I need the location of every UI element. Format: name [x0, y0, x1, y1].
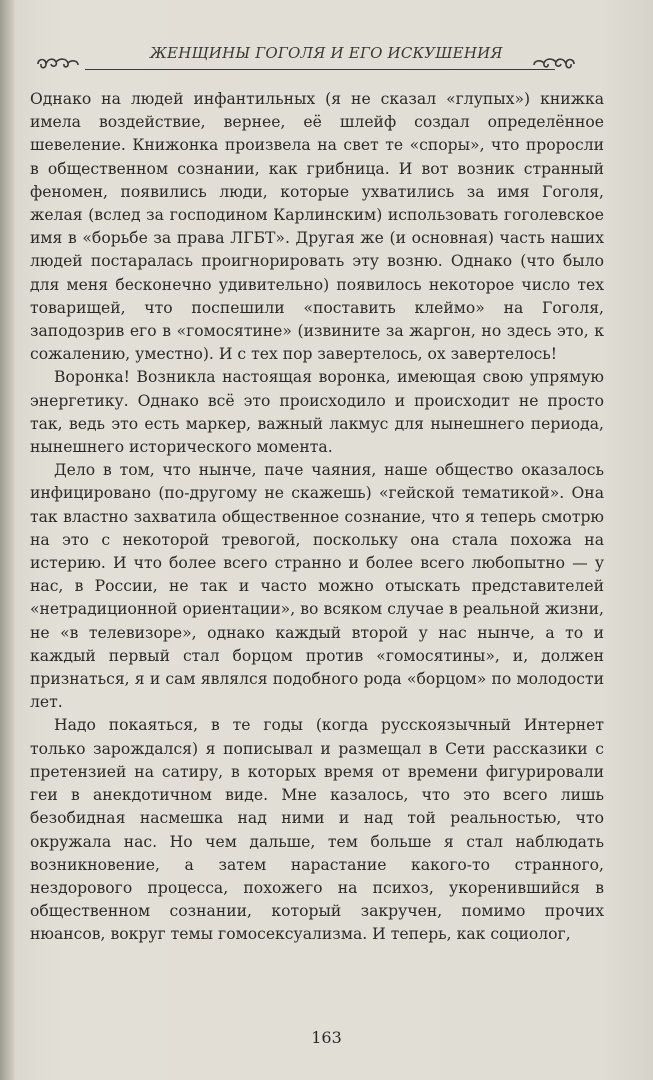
header-rule [85, 69, 555, 70]
body-text [30, 88, 604, 947]
page-number: 163 [311, 1028, 342, 1047]
running-header-title: ЖЕНЩИНЫ ГОГОЛЯ И ЕГО ИСКУШЕНИЯ [150, 44, 503, 62]
paragraph: Дело в том, что нынче, паче чаяния, наше общество оказалось инфицировано (по-другому не скажешь) «гейской тематикой». Она так властно захватила общественное сознание, что я теперь смотрю на это с некоторой тревогой, поскольку она стала похожа на истерию. И что более всего странно и более всего любопытно — у нас, в России, не так и часто можно отыскать представителей «нетрадиционной ориентации», во всяком случае в реальной жизни, не «в телевизоре», однако каждый второй у нас нынче, а то и каждый первый стал борцом против «гомосятины», и, должен признаться, я и сам являлся подобного рода «борцом» по молодости лет. [30, 461, 604, 712]
paragraph: Однако на людей инфантильных (я не сказал «глупых») книжка имела воздействие, вернее, её шлейф создал определённое шевеление. Книжонка произвела на свет те «споры», что проросли в общественном сознании, как грибница. И вот возник странный феномен, появились люди, которые ухватились за имя Гоголя, желая (вслед за господином Карлинским) использовать гоголевское имя в «борьбе за права ЛГБТ». Другая же (и основная) часть наших людей постаралась проигнорировать эту возню. Однако (что было для меня бесконечно удивительно) появилось некоторое число тех товарищей, что поспешили «поставить клеймо» на Гоголя, заподозрив его в «гомосятине» (извините за жаргон, но здесь это, к сожалению, уместно). И с тех пор завертелось, ох завертелось! [30, 90, 604, 364]
running-header [30, 40, 590, 76]
book-spine-shadow [0, 0, 14, 1080]
paragraph: Воронка! Возникла настоящая воронка, имеющая свою упрямую энергетику. Однако всё это происходило и происходит не просто так, ведь это есть маркер, важный лакмус для нынешнего периода, нынешнего исторического момента. [30, 368, 604, 457]
scroll-ornament-icon [530, 54, 578, 74]
paragraph: Надо покаяться, в те годы (когда русскоязычный Интернет только зарождался) я пописывал и размещал в Сети рассказики с претензией на сатиру, в которых время от времени фигурировали геи в анекдотичном виде. Мне казалось, что это всего лишь безобидная насмешка над ними и над той реальностью, что окружала нас. Но чем дальше, тем больше я стал наблюдать возникновение, а затем нарастание какого-то странного, нездорового процесса, похожего на психоз, укоренившийся в общественном сознании, который закручен, помимо прочих нюансов, вокруг темы гомосексуализма. И теперь, как социолог, [30, 716, 604, 944]
scroll-ornament-icon [34, 54, 82, 74]
